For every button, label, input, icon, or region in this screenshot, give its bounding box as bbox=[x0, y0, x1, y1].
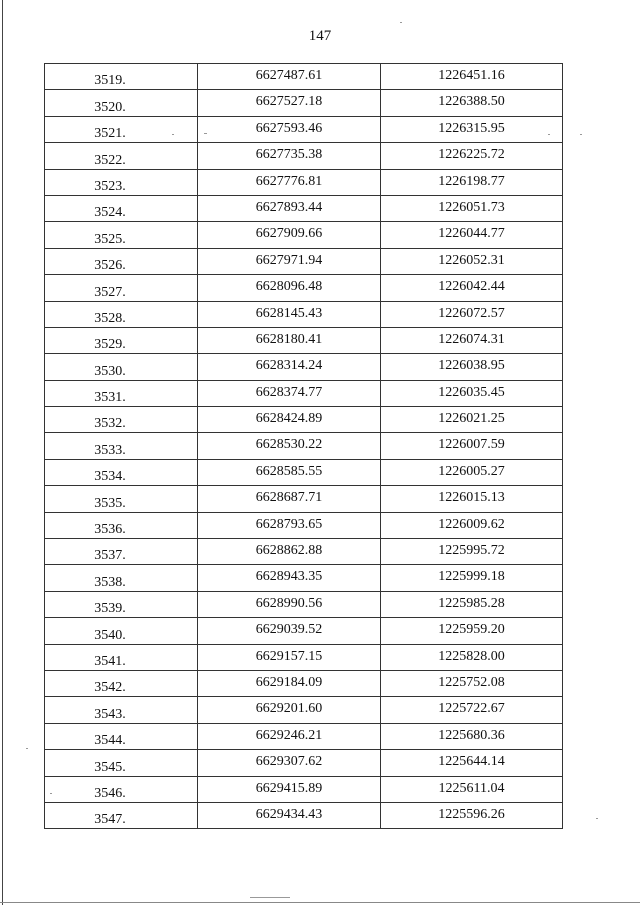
table-row bbox=[45, 327, 563, 353]
x-coordinate-cell: 6629307.62 bbox=[198, 750, 381, 776]
point-number-cell: 3536. bbox=[45, 512, 198, 538]
y-coordinate-cell: 1226035.45 bbox=[381, 380, 563, 406]
point-number-cell: 3537. bbox=[45, 539, 198, 565]
table-row bbox=[45, 539, 563, 565]
point-number-cell: 3520. bbox=[45, 90, 198, 116]
y-coordinate-cell: 1226009.62 bbox=[381, 512, 563, 538]
point-number-cell: 3535. bbox=[45, 486, 198, 512]
point-number-cell: 3532. bbox=[45, 407, 198, 433]
table-row bbox=[45, 697, 563, 723]
table-row bbox=[45, 670, 563, 696]
x-coordinate-cell: 6628687.71 bbox=[198, 486, 381, 512]
point-number-cell: 3528. bbox=[45, 301, 198, 327]
y-coordinate-cell: 1226005.27 bbox=[381, 459, 563, 485]
point-number-cell: 3543. bbox=[45, 697, 198, 723]
x-coordinate-cell: 6629434.43 bbox=[198, 802, 381, 828]
y-coordinate-cell: 1226388.50 bbox=[381, 90, 563, 116]
x-coordinate-cell: 6628793.65 bbox=[198, 512, 381, 538]
point-number-cell: 3547. bbox=[45, 802, 198, 828]
y-coordinate-cell: 1226451.16 bbox=[381, 64, 563, 90]
y-coordinate-cell: 1226015.13 bbox=[381, 486, 563, 512]
table-row bbox=[45, 143, 563, 169]
point-number-cell: 3523. bbox=[45, 169, 198, 195]
point-number-cell: 3531. bbox=[45, 380, 198, 406]
y-coordinate-cell: 1225680.36 bbox=[381, 723, 563, 749]
y-coordinate-cell: 1225995.72 bbox=[381, 539, 563, 565]
page-edge-bottom bbox=[0, 902, 640, 903]
y-coordinate-cell: 1226044.77 bbox=[381, 222, 563, 248]
y-coordinate-cell: 1225985.28 bbox=[381, 591, 563, 617]
x-coordinate-cell: 6629039.52 bbox=[198, 618, 381, 644]
table-row bbox=[45, 512, 563, 538]
y-coordinate-cell: 1226074.31 bbox=[381, 327, 563, 353]
scan-speck bbox=[400, 22, 402, 23]
x-coordinate-cell: 6627893.44 bbox=[198, 195, 381, 221]
table-row bbox=[45, 222, 563, 248]
scan-speck bbox=[580, 134, 582, 135]
table-row bbox=[45, 644, 563, 670]
x-coordinate-cell: 6627527.18 bbox=[198, 90, 381, 116]
table-row bbox=[45, 275, 563, 301]
table-row bbox=[45, 802, 563, 828]
point-number-cell: 3529. bbox=[45, 327, 198, 353]
table-row bbox=[45, 380, 563, 406]
x-coordinate-cell: 6629184.09 bbox=[198, 670, 381, 696]
scan-speck bbox=[596, 818, 598, 819]
y-coordinate-cell: 1226072.57 bbox=[381, 301, 563, 327]
table-row bbox=[45, 565, 563, 591]
point-number-cell: 3525. bbox=[45, 222, 198, 248]
y-coordinate-cell: 1225644.14 bbox=[381, 750, 563, 776]
x-coordinate-cell: 6628145.43 bbox=[198, 301, 381, 327]
x-coordinate-cell: 6628314.24 bbox=[198, 354, 381, 380]
y-coordinate-cell: 1225722.67 bbox=[381, 697, 563, 723]
x-coordinate-cell: 6627593.46 bbox=[198, 116, 381, 142]
table-row bbox=[45, 723, 563, 749]
x-coordinate-cell: 6628374.77 bbox=[198, 380, 381, 406]
coordinates-table-body bbox=[45, 64, 563, 829]
table-row bbox=[45, 301, 563, 327]
table-row bbox=[45, 248, 563, 274]
point-number-cell: 3526. bbox=[45, 248, 198, 274]
point-number-cell: 3544. bbox=[45, 723, 198, 749]
x-coordinate-cell: 6629157.15 bbox=[198, 644, 381, 670]
x-coordinate-cell: 6629246.21 bbox=[198, 723, 381, 749]
coordinates-table bbox=[44, 63, 563, 829]
point-number-cell: 3542. bbox=[45, 670, 198, 696]
x-coordinate-cell: 6628530.22 bbox=[198, 433, 381, 459]
table-row bbox=[45, 354, 563, 380]
point-number-cell: 3527. bbox=[45, 275, 198, 301]
y-coordinate-cell: 1225611.04 bbox=[381, 776, 563, 802]
y-coordinate-cell: 1226038.95 bbox=[381, 354, 563, 380]
x-coordinate-cell: 6628862.88 bbox=[198, 539, 381, 565]
point-number-cell: 3522. bbox=[45, 143, 198, 169]
x-coordinate-cell: 6627735.38 bbox=[198, 143, 381, 169]
x-coordinate-cell: 6627776.81 bbox=[198, 169, 381, 195]
point-number-cell: 3541. bbox=[45, 644, 198, 670]
x-coordinate-cell: 6628424.89 bbox=[198, 407, 381, 433]
y-coordinate-cell: 1226315.95 bbox=[381, 116, 563, 142]
y-coordinate-cell: 1226052.31 bbox=[381, 248, 563, 274]
x-coordinate-cell: 6628180.41 bbox=[198, 327, 381, 353]
x-coordinate-cell: 6628585.55 bbox=[198, 459, 381, 485]
point-number-cell: 3538. bbox=[45, 565, 198, 591]
y-coordinate-cell: 1226007.59 bbox=[381, 433, 563, 459]
x-coordinate-cell: 6628096.48 bbox=[198, 275, 381, 301]
page-number: 147 bbox=[308, 28, 332, 44]
y-coordinate-cell: 1226021.25 bbox=[381, 407, 563, 433]
x-coordinate-cell: 6629201.60 bbox=[198, 697, 381, 723]
point-number-cell: 3534. bbox=[45, 459, 198, 485]
table-row bbox=[45, 486, 563, 512]
y-coordinate-cell: 1225999.18 bbox=[381, 565, 563, 591]
y-coordinate-cell: 1226198.77 bbox=[381, 169, 563, 195]
table-row bbox=[45, 776, 563, 802]
table-row bbox=[45, 64, 563, 90]
y-coordinate-cell: 1226042.44 bbox=[381, 275, 563, 301]
x-coordinate-cell: 6628943.35 bbox=[198, 565, 381, 591]
table-row bbox=[45, 459, 563, 485]
y-coordinate-cell: 1225828.00 bbox=[381, 644, 563, 670]
table-row bbox=[45, 116, 563, 142]
point-number-cell: 3545. bbox=[45, 750, 198, 776]
table-row bbox=[45, 433, 563, 459]
x-coordinate-cell: 6627487.61 bbox=[198, 64, 381, 90]
table-row bbox=[45, 90, 563, 116]
point-number-cell: 3524. bbox=[45, 195, 198, 221]
x-coordinate-cell: 6627971.94 bbox=[198, 248, 381, 274]
point-number-cell: 3539. bbox=[45, 591, 198, 617]
table-row bbox=[45, 169, 563, 195]
scan-speck bbox=[250, 897, 290, 898]
table-row bbox=[45, 618, 563, 644]
point-number-cell: 3546. bbox=[45, 776, 198, 802]
y-coordinate-cell: 1225752.08 bbox=[381, 670, 563, 696]
scan-speck bbox=[26, 748, 28, 749]
x-coordinate-cell: 6628990.56 bbox=[198, 591, 381, 617]
point-number-cell: 3521. bbox=[45, 116, 198, 142]
point-number-cell: 3530. bbox=[45, 354, 198, 380]
y-coordinate-cell: 1225959.20 bbox=[381, 618, 563, 644]
point-number-cell: 3533. bbox=[45, 433, 198, 459]
x-coordinate-cell: 6629415.89 bbox=[198, 776, 381, 802]
point-number-cell: 3519. bbox=[45, 64, 198, 90]
page-edge-left bbox=[2, 0, 3, 905]
y-coordinate-cell: 1225596.26 bbox=[381, 802, 563, 828]
table-row bbox=[45, 750, 563, 776]
y-coordinate-cell: 1226225.72 bbox=[381, 143, 563, 169]
table-row bbox=[45, 195, 563, 221]
table-row bbox=[45, 407, 563, 433]
x-coordinate-cell: 6627909.66 bbox=[198, 222, 381, 248]
point-number-cell: 3540. bbox=[45, 618, 198, 644]
y-coordinate-cell: 1226051.73 bbox=[381, 195, 563, 221]
table-row bbox=[45, 591, 563, 617]
